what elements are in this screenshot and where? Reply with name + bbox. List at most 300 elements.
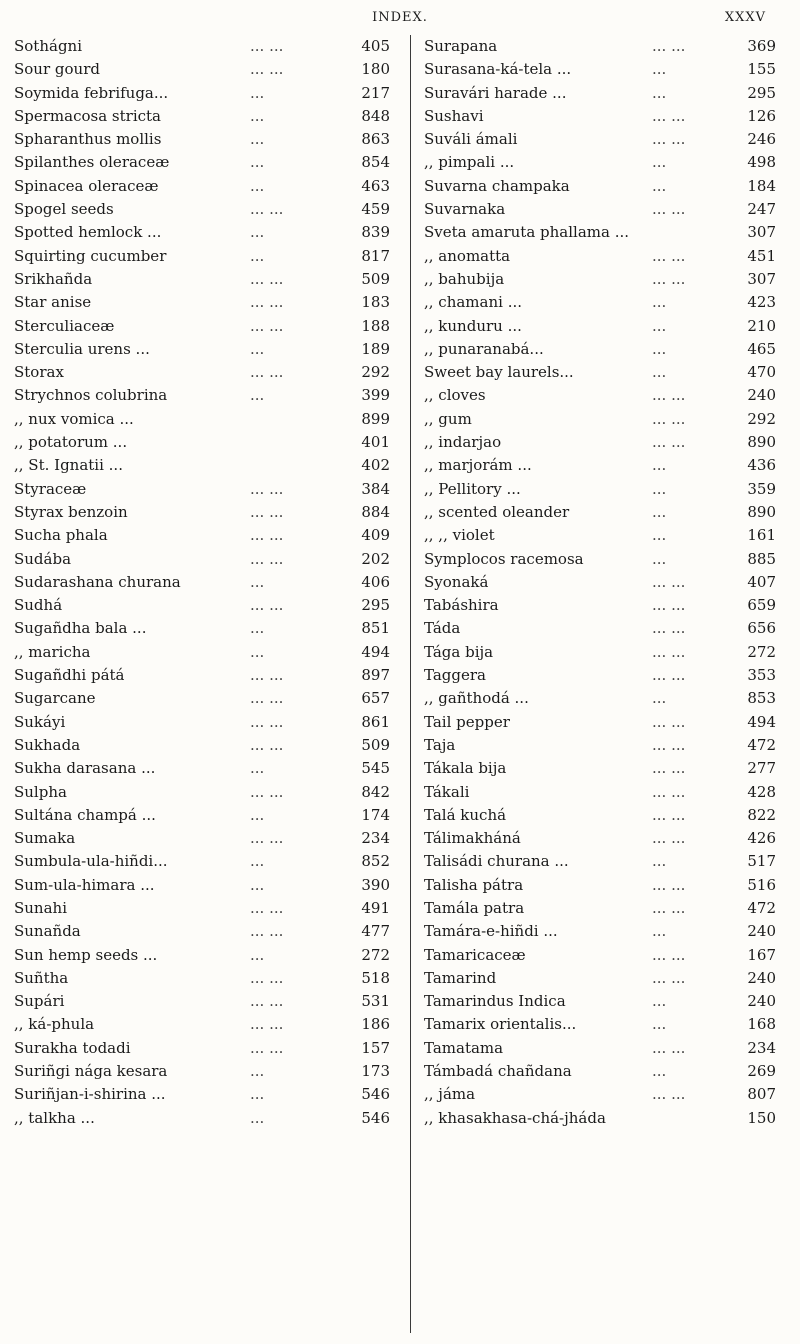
entry-leader-dots: ... ... xyxy=(652,712,686,731)
entry-page-number: 853 xyxy=(747,689,776,708)
entry-leader-dots: ... ... xyxy=(652,829,686,848)
index-entry xyxy=(424,454,776,477)
entry-leader-dots: ... ... xyxy=(652,968,686,987)
entry-term: Squirting cucumber xyxy=(14,246,167,265)
entry-leader-dots: ... xyxy=(250,246,265,265)
index-entry xyxy=(424,617,776,640)
entry-leader-dots: ... ... xyxy=(652,782,686,801)
index-entry xyxy=(424,524,776,547)
entry-page-number: 183 xyxy=(361,293,390,312)
index-entry xyxy=(424,1037,776,1060)
entry-term: ,, punaranabá... xyxy=(424,339,544,358)
entry-term: Sushavi xyxy=(424,106,484,125)
entry-leader-dots: ... ... xyxy=(652,1085,686,1104)
entry-page-number: 494 xyxy=(747,712,776,731)
index-entry xyxy=(424,571,776,594)
index-entry xyxy=(14,734,394,757)
entry-term: Suriñjan-i-shirina ... xyxy=(14,1085,166,1104)
entry-leader-dots: ... xyxy=(652,922,667,941)
entry-term: Tálimakháná xyxy=(424,829,521,848)
entry-term: ,, kunduru ... xyxy=(424,316,522,335)
entry-leader-dots: ... xyxy=(250,386,265,405)
entry-page-number: 186 xyxy=(361,1015,390,1034)
entry-leader-dots: ... ... xyxy=(652,642,686,661)
entry-term: Strychnos colubrina xyxy=(14,386,168,405)
index-entry xyxy=(424,198,776,221)
index-entry xyxy=(14,198,394,221)
entry-leader-dots: ... ... xyxy=(652,269,686,288)
index-entry xyxy=(14,711,394,734)
index-entry xyxy=(424,58,776,81)
entry-page-number: 406 xyxy=(361,572,390,591)
entry-term: Sterculia urens ... xyxy=(14,339,150,358)
index-entry xyxy=(424,268,776,291)
entry-term: Styraceæ xyxy=(14,479,87,498)
entry-page-number: 359 xyxy=(747,479,776,498)
entry-term: Sudába xyxy=(14,549,72,568)
index-entry xyxy=(14,35,394,58)
entry-leader-dots: ... ... xyxy=(250,549,284,568)
entry-leader-dots: ... xyxy=(652,176,667,195)
entry-page-number: 167 xyxy=(747,945,776,964)
entry-page-number: 659 xyxy=(747,596,776,615)
entry-term: Sterculiaceæ xyxy=(14,316,115,335)
entry-leader-dots: ... xyxy=(652,992,667,1011)
entry-term: Sudhá xyxy=(14,596,63,615)
index-entry xyxy=(424,990,776,1013)
entry-leader-dots: ... xyxy=(250,759,265,778)
index-entry xyxy=(14,105,394,128)
entry-leader-dots: ... xyxy=(652,153,667,172)
entry-term: Tága bija xyxy=(424,642,494,661)
index-entry xyxy=(424,920,776,943)
entry-leader-dots: ... xyxy=(250,1062,265,1081)
entry-term: Sulpha xyxy=(14,782,67,801)
index-entry xyxy=(14,268,394,291)
index-entry xyxy=(14,1037,394,1060)
entry-leader-dots: ... ... xyxy=(652,386,686,405)
entry-page-number: 407 xyxy=(747,572,776,591)
entry-leader-dots: ... ... xyxy=(250,689,284,708)
entry-term: Suravári harade ... xyxy=(424,83,567,102)
entry-term: Suñtha xyxy=(14,968,69,987)
entry-term: ,, marjorám ... xyxy=(424,456,532,475)
entry-leader-dots: ... xyxy=(250,1108,265,1127)
index-entry xyxy=(424,711,776,734)
entry-page-number: 277 xyxy=(747,759,776,778)
entry-leader-dots: ... xyxy=(250,83,265,102)
entry-term: Táda xyxy=(424,619,461,638)
index-entry xyxy=(14,478,394,501)
entry-term: Tákali xyxy=(424,782,470,801)
index-entry xyxy=(424,478,776,501)
entry-leader-dots: ... ... xyxy=(652,735,686,754)
entry-leader-dots: ... ... xyxy=(250,200,284,219)
index-entry xyxy=(424,757,776,780)
entry-page-number: 426 xyxy=(747,829,776,848)
index-column-right xyxy=(424,35,776,1130)
entry-page-number: 189 xyxy=(361,339,390,358)
index-entry xyxy=(14,594,394,617)
entry-page-number: 173 xyxy=(361,1062,390,1081)
entry-term: Suriñgi nága kesara xyxy=(14,1062,168,1081)
entry-leader-dots: ... ... xyxy=(652,572,686,591)
index-entry xyxy=(14,641,394,664)
entry-term: Surakha todadi xyxy=(14,1038,131,1057)
entry-page-number: 545 xyxy=(361,759,390,778)
entry-page-number: 899 xyxy=(361,409,390,428)
index-entry xyxy=(14,1013,394,1036)
entry-page-number: 897 xyxy=(361,666,390,685)
entry-term: ,, maricha xyxy=(14,642,91,661)
index-entry xyxy=(14,967,394,990)
index-entry xyxy=(424,431,776,454)
entry-page-number: 269 xyxy=(747,1062,776,1081)
index-entry xyxy=(424,175,776,198)
entry-leader-dots: ... xyxy=(250,176,265,195)
entry-term: ,, anomatta xyxy=(424,246,511,265)
entry-leader-dots: ... xyxy=(652,1062,667,1081)
entry-term: Soymida febrifuga... xyxy=(14,83,169,102)
entry-leader-dots: ... xyxy=(250,1085,265,1104)
index-entry xyxy=(14,804,394,827)
entry-term: Sugañdhi pátá xyxy=(14,666,125,685)
entry-page-number: 234 xyxy=(361,829,390,848)
entry-page-number: 657 xyxy=(361,689,390,708)
entry-page-number: 839 xyxy=(361,223,390,242)
entry-page-number: 472 xyxy=(747,735,776,754)
entry-page-number: 848 xyxy=(361,106,390,125)
entry-page-number: 150 xyxy=(747,1108,776,1127)
index-entry xyxy=(424,664,776,687)
entry-leader-dots: ... xyxy=(652,456,667,475)
entry-leader-dots: ... ... xyxy=(250,37,284,55)
entry-leader-dots: ... ... xyxy=(652,759,686,778)
entry-page-number: 161 xyxy=(747,526,776,545)
entry-leader-dots: ... ... xyxy=(250,922,284,941)
entry-leader-dots: ... ... xyxy=(250,479,284,498)
index-column-left xyxy=(14,35,394,1130)
entry-leader-dots: ... xyxy=(652,502,667,521)
index-entry xyxy=(424,35,776,58)
entry-page-number: 884 xyxy=(361,502,390,521)
entry-page-number: 509 xyxy=(361,735,390,754)
entry-term: Star anise xyxy=(14,293,92,312)
entry-page-number: 851 xyxy=(361,619,390,638)
entry-leader-dots: ... xyxy=(652,316,667,335)
entry-leader-dots: ... ... xyxy=(250,782,284,801)
index-entry xyxy=(14,501,394,524)
index-entry xyxy=(14,431,394,454)
index-entry xyxy=(424,338,776,361)
entry-page-number: 463 xyxy=(361,176,390,195)
index-entry xyxy=(14,1083,394,1106)
entry-term: Styrax benzoin xyxy=(14,502,128,521)
entry-term: Tamára-e-hiñdi ... xyxy=(424,922,558,941)
entry-page-number: 436 xyxy=(747,456,776,475)
entry-page-number: 390 xyxy=(361,875,390,894)
entry-term: Suváli ámali xyxy=(424,130,518,149)
index-entry xyxy=(14,338,394,361)
entry-page-number: 126 xyxy=(747,106,776,125)
index-entry xyxy=(424,221,776,244)
entry-leader-dots: ... ... xyxy=(652,898,686,917)
index-entry xyxy=(424,128,776,151)
index-entry xyxy=(424,82,776,105)
entry-page-number: 863 xyxy=(361,130,390,149)
index-entry xyxy=(424,781,776,804)
entry-term: ,, St. Ignatii ... xyxy=(14,456,123,475)
entry-term: ,, bahubija xyxy=(424,269,505,288)
entry-leader-dots: ... ... xyxy=(652,200,686,219)
index-entry xyxy=(424,594,776,617)
entry-page-number: 459 xyxy=(361,200,390,219)
entry-leader-dots: ... xyxy=(652,549,667,568)
entry-term: Sumaka xyxy=(14,829,76,848)
index-entry xyxy=(14,151,394,174)
page-title: INDEX. xyxy=(372,10,428,25)
entry-term: ,, indarjao xyxy=(424,433,502,452)
entry-page-number: 202 xyxy=(361,549,390,568)
entry-page-number: 240 xyxy=(747,922,776,941)
entry-term: ,, nux vomica ... xyxy=(14,409,134,428)
entry-page-number: 174 xyxy=(361,805,390,824)
entry-term: Storax xyxy=(14,363,64,382)
index-entry xyxy=(14,920,394,943)
entry-leader-dots: ... ... xyxy=(652,106,686,125)
entry-term: Sultána champá ... xyxy=(14,805,156,824)
entry-leader-dots: ... xyxy=(250,339,265,358)
entry-page-number: 353 xyxy=(747,666,776,685)
entry-page-number: 247 xyxy=(747,200,776,219)
index-entry xyxy=(14,291,394,314)
entry-term: Supári xyxy=(14,992,65,1011)
index-entry xyxy=(14,408,394,431)
entry-term: Srikhañda xyxy=(14,269,93,288)
entry-page-number: 491 xyxy=(361,898,390,917)
entry-page-number: 272 xyxy=(361,945,390,964)
entry-term: Sunahi xyxy=(14,898,67,917)
index-entry xyxy=(424,827,776,850)
entry-term: Sukhada xyxy=(14,735,81,754)
entry-page-number: 817 xyxy=(361,246,390,265)
entry-page-number: 295 xyxy=(747,83,776,102)
entry-page-number: 509 xyxy=(361,269,390,288)
entry-leader-dots: ... ... xyxy=(250,526,284,545)
entry-leader-dots: ... xyxy=(250,130,265,149)
entry-page-number: 494 xyxy=(361,642,390,661)
entry-term: Támbadá chañdana xyxy=(424,1062,572,1081)
entry-page-number: 240 xyxy=(747,968,776,987)
index-entry xyxy=(424,734,776,757)
entry-page-number: 546 xyxy=(361,1085,390,1104)
index-entry xyxy=(14,571,394,594)
index-entry xyxy=(424,245,776,268)
entry-leader-dots: ... xyxy=(652,363,667,382)
entry-leader-dots: ... ... xyxy=(250,666,284,685)
entry-leader-dots: ... ... xyxy=(250,60,284,79)
entry-page-number: 465 xyxy=(747,339,776,358)
entry-page-number: 401 xyxy=(361,433,390,452)
entry-term: Sugarcane xyxy=(14,689,96,708)
entry-term: Talisádi churana ... xyxy=(424,852,569,871)
entry-page-number: 292 xyxy=(361,363,390,382)
entry-page-number: 234 xyxy=(747,1038,776,1057)
entry-page-number: 885 xyxy=(747,549,776,568)
entry-leader-dots: ... ... xyxy=(652,433,686,452)
entry-term: Sothágni xyxy=(14,37,82,55)
entry-page-number: 861 xyxy=(361,712,390,731)
index-entry xyxy=(14,897,394,920)
entry-leader-dots: ... xyxy=(250,572,265,591)
entry-page-number: 240 xyxy=(747,992,776,1011)
entry-term: Sveta amaruta phallama ... xyxy=(424,223,630,242)
index-entry xyxy=(424,384,776,407)
entry-term: Talá kuchá xyxy=(424,805,507,824)
entry-leader-dots: ... ... xyxy=(250,596,284,615)
entry-page-number: 307 xyxy=(747,269,776,288)
entry-page-number: 307 xyxy=(747,223,776,242)
entry-leader-dots: ... ... xyxy=(652,596,686,615)
index-entry xyxy=(14,128,394,151)
entry-leader-dots: ... xyxy=(652,479,667,498)
entry-leader-dots: ... ... xyxy=(250,269,284,288)
entry-leader-dots: ... ... xyxy=(250,363,284,382)
entry-leader-dots: ... ... xyxy=(652,1038,686,1057)
entry-leader-dots: ... ... xyxy=(250,968,284,987)
entry-term: Suvarnaka xyxy=(424,200,506,219)
index-entry xyxy=(14,315,394,338)
entry-term: ,, Pellitory ... xyxy=(424,479,521,498)
entry-leader-dots: ... xyxy=(250,153,265,172)
index-entry xyxy=(14,874,394,897)
entry-page-number: 822 xyxy=(747,805,776,824)
entry-term: ,, ,, violet xyxy=(424,526,495,545)
entry-term: ,, jáma xyxy=(424,1085,476,1104)
entry-term: Surapana xyxy=(424,37,498,55)
entry-leader-dots: ... xyxy=(652,1015,667,1034)
entry-page-number: 423 xyxy=(747,293,776,312)
index-entry xyxy=(424,548,776,571)
entry-term: Syonaká xyxy=(424,572,489,591)
index-entry xyxy=(14,221,394,244)
entry-page-number: 656 xyxy=(747,619,776,638)
entry-page-number: 852 xyxy=(361,852,390,871)
entry-leader-dots: ... ... xyxy=(250,898,284,917)
entry-term: Tamaricaceæ xyxy=(424,945,526,964)
entry-page-number: 246 xyxy=(747,130,776,149)
entry-term: Tail pepper xyxy=(424,712,510,731)
entry-term: Sumbula-ula-hiñdi... xyxy=(14,852,168,871)
index-entry xyxy=(424,151,776,174)
entry-leader-dots: ... xyxy=(652,293,667,312)
index-entry xyxy=(424,1083,776,1106)
entry-page-number: 517 xyxy=(747,852,776,871)
entry-page-number: 292 xyxy=(747,409,776,428)
entry-page-number: 546 xyxy=(361,1108,390,1127)
entry-page-number: 409 xyxy=(361,526,390,545)
entry-leader-dots: ... ... xyxy=(250,712,284,731)
entry-term: Spilanthes oleraceæ xyxy=(14,153,170,172)
index-entry xyxy=(424,897,776,920)
entry-term: Sugañdha bala ... xyxy=(14,619,147,638)
entry-term: Tamála patra xyxy=(424,898,525,917)
index-entry xyxy=(14,687,394,710)
index-entry xyxy=(424,501,776,524)
entry-page-number: 168 xyxy=(747,1015,776,1034)
entry-term: ,, potatorum ... xyxy=(14,433,128,452)
index-entry xyxy=(424,361,776,384)
entry-page-number: 518 xyxy=(361,968,390,987)
entry-page-number: 516 xyxy=(747,875,776,894)
entry-page-number: 472 xyxy=(747,898,776,917)
entry-page-number: 854 xyxy=(361,153,390,172)
index-entry xyxy=(14,664,394,687)
entry-page-number: 477 xyxy=(361,922,390,941)
entry-term: ,, gañthodá ... xyxy=(424,689,529,708)
entry-term: ,, ká-phula xyxy=(14,1015,95,1034)
entry-leader-dots: ... ... xyxy=(652,875,686,894)
index-entry xyxy=(14,850,394,873)
entry-page-number: 188 xyxy=(361,316,390,335)
index-entry xyxy=(424,944,776,967)
entry-page-number: 369 xyxy=(747,37,776,55)
index-entry xyxy=(14,827,394,850)
entry-leader-dots: ... ... xyxy=(250,502,284,521)
entry-leader-dots: ... xyxy=(652,689,667,708)
index-entry xyxy=(14,1060,394,1083)
index-entry xyxy=(424,105,776,128)
index-entry xyxy=(14,384,394,407)
index-entry xyxy=(424,804,776,827)
entry-leader-dots: ... xyxy=(652,60,667,79)
index-entry xyxy=(424,967,776,990)
entry-page-number: 155 xyxy=(747,60,776,79)
entry-page-number: 180 xyxy=(361,60,390,79)
entry-term: Tákala bija xyxy=(424,759,507,778)
entry-leader-dots: ... xyxy=(250,805,265,824)
entry-leader-dots: ... ... xyxy=(250,1038,284,1057)
index-entry xyxy=(424,315,776,338)
entry-leader-dots: ... ... xyxy=(652,945,686,964)
index-entry xyxy=(14,617,394,640)
index-entry xyxy=(424,687,776,710)
entry-page-number: 498 xyxy=(747,153,776,172)
entry-page-number: 184 xyxy=(747,176,776,195)
index-entry xyxy=(424,641,776,664)
entry-page-number: 470 xyxy=(747,363,776,382)
entry-term: ,, pimpali ... xyxy=(424,153,515,172)
entry-page-number: 451 xyxy=(747,246,776,265)
entry-page-number: 842 xyxy=(361,782,390,801)
entry-term: Sun hemp seeds ... xyxy=(14,945,158,964)
page-number: XXXV xyxy=(724,10,766,25)
index-entry xyxy=(14,58,394,81)
entry-leader-dots: ... xyxy=(250,223,265,242)
entry-term: Sucha phala xyxy=(14,526,108,545)
entry-leader-dots: ... ... xyxy=(652,619,686,638)
entry-leader-dots: ... ... xyxy=(250,316,284,335)
index-entry xyxy=(14,361,394,384)
entry-term: ,, chamani ... xyxy=(424,293,523,312)
entry-leader-dots: ... ... xyxy=(250,829,284,848)
entry-leader-dots: ... ... xyxy=(652,805,686,824)
entry-page-number: 272 xyxy=(747,642,776,661)
entry-page-number: 890 xyxy=(747,502,776,521)
entry-term: Tamarind xyxy=(424,968,497,987)
entry-term: Spermacosa stricta xyxy=(14,106,161,125)
index-entry xyxy=(14,757,394,780)
